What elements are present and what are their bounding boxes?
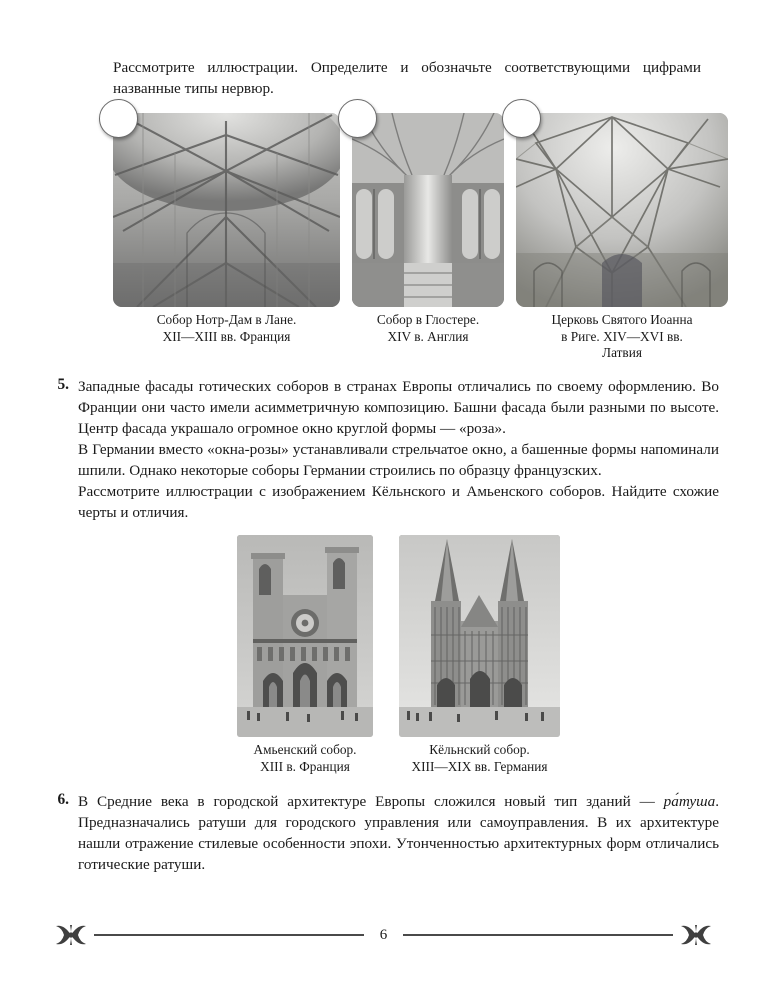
amiens-facade-illustration (237, 535, 373, 737)
figure-gloucester-image (352, 113, 504, 307)
figure-amiens (237, 535, 373, 775)
paragraph: Рассмотрите иллюстрации с изображением Кёльнского и Амьенского соборов. Найдите схожие черты и отличия. (78, 483, 719, 522)
figure-laon-image (113, 113, 340, 307)
caption-line: Латвия (602, 345, 642, 361)
answer-marker-1[interactable] (99, 99, 138, 138)
figure-cologne (399, 535, 560, 775)
fan-vault-illustration (352, 113, 504, 307)
caption-line: Амьенский собор. (253, 742, 357, 758)
answer-marker-3[interactable] (502, 99, 541, 138)
figure-cologne-caption (399, 742, 560, 775)
figure-laon-caption (113, 312, 340, 345)
caption-line: XIII—XIX вв. Германия (411, 758, 548, 774)
answer-marker-2[interactable] (338, 99, 377, 138)
ornament-left-icon (48, 922, 94, 948)
caption-line: XIII в. Франция (260, 758, 350, 774)
illustration-row-facades (78, 535, 719, 775)
caption-line: Церковь Святого Иоанна (551, 311, 693, 327)
intro-paragraph: Рассмотрите иллюстрации. Определите и обозначьте соответствующими цифрами названные типы нервюр. (113, 59, 701, 97)
caption-line: в Риге. XIV—XVI вв. (561, 328, 683, 344)
paragraph: В Средние века в городской архитектуре Европы сложился новый тип зданий — ра́туша. Предназначались ратуши для городского управления или самоуправления. В их архитектуре нашли отражение стилевые особенности эпохи. Утонченностью архитектурных форм отличались готические ратуши. (78, 793, 719, 874)
figure-riga-caption (516, 312, 728, 362)
task-item-6 (48, 791, 719, 875)
figure-laon (113, 113, 340, 362)
task-body-6 (78, 791, 719, 875)
task-number-6: 6. (57, 791, 69, 809)
cologne-facade-illustration (399, 535, 560, 737)
figure-cologne-image (399, 535, 560, 737)
paragraph: В Германии вместо «окна-розы» устанавливали стрельчатое окно, а башенные формы напоминали шпили. Однако некоторые соборы Германии строились по образцу французских. (78, 440, 719, 479)
footer-rule-left (94, 934, 364, 936)
page-number: 6 (379, 926, 388, 943)
net-vault-illustration (516, 113, 728, 307)
caption-line: Собор Нотр-Дам в Лане. (156, 311, 297, 327)
task-item-5 (48, 376, 719, 523)
paragraph: Западные фасады готических соборов в странах Европы отличались по своему оформлению. Во Франции они часто имели асимметричную композицию. Башни фасада были разными по высоте. Центр фасада украшало огромное окно круглой формы — «роза». (78, 377, 719, 437)
figure-gloucester (352, 113, 504, 362)
ribbed-vault-illustration (113, 113, 340, 307)
page-footer (48, 918, 719, 952)
caption-line: XII—XIII вв. Франция (162, 328, 291, 344)
caption-line: XIV в. Англия (387, 328, 469, 344)
footer-rule-right (403, 934, 673, 936)
task-number-5: 5. (57, 375, 69, 393)
caption-line: Кёльнский собор. (429, 742, 530, 758)
figure-gloucester-caption (352, 312, 504, 345)
task-body-5 (78, 376, 719, 523)
figure-riga (516, 113, 728, 362)
caption-line: Собор в Глостере. (376, 311, 480, 327)
figure-amiens-caption (237, 742, 373, 775)
illustration-row-vaults (113, 113, 719, 362)
figure-riga-image (516, 113, 728, 307)
figure-amiens-image (237, 535, 373, 737)
ornament-right-icon (673, 922, 719, 948)
